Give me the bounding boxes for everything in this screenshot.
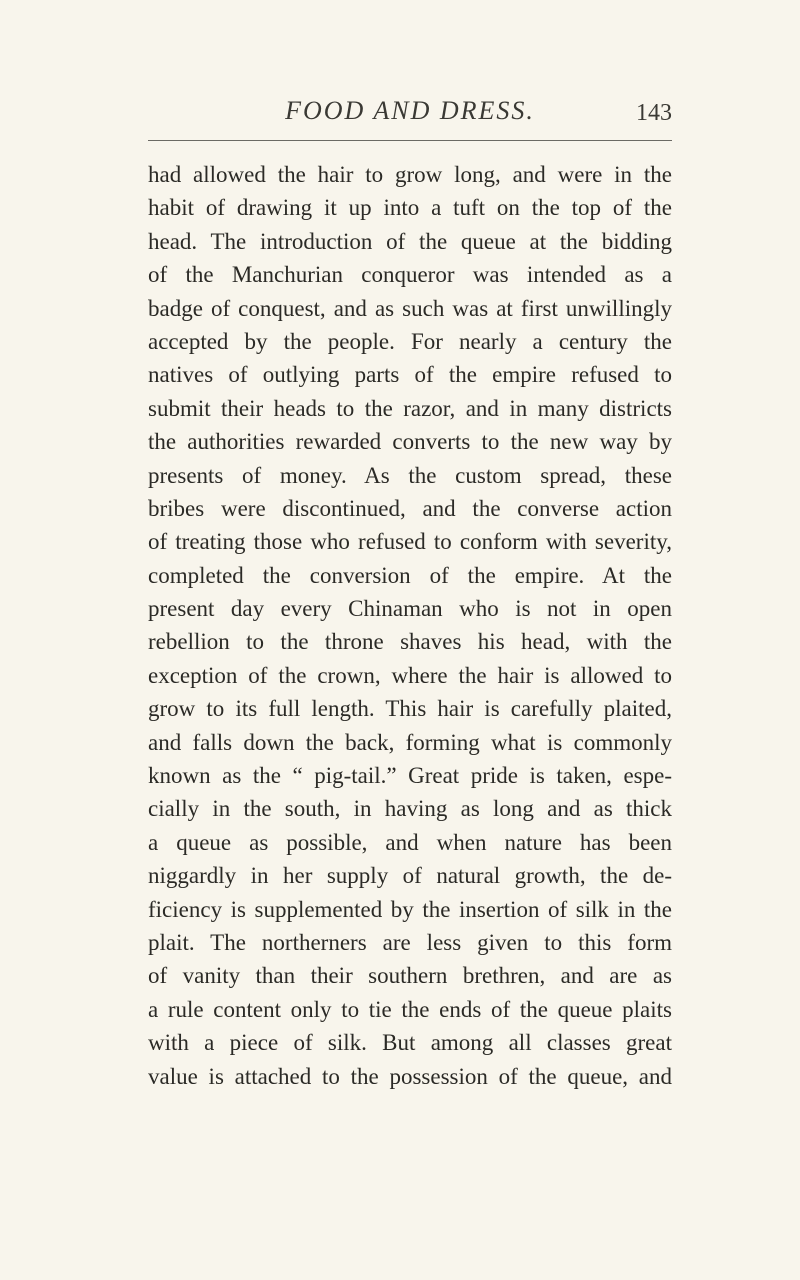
header-rule [148,140,672,141]
text-line: and falls down the back, forming what is commonly [148,729,672,755]
text-line: rebellion to the throne shaves his head, with the [148,629,672,655]
text-line: completed the conversion of the empire. At the [148,562,672,588]
text-line: with a piece of silk. But among all classes great [148,1030,672,1056]
text-line: had allowed the hair to grow long, and were in the [148,162,672,187]
running-title: FOOD AND DRESS. [285,96,535,125]
text-line: natives of outlying parts of the empire refused to [148,362,672,388]
text-line: plait. The northerners are less given to this form [148,929,672,955]
text-line: the authorities rewarded converts to the new way by [148,429,672,455]
text-line: accepted by the people. For nearly a century the [148,328,672,354]
page-number: 143 [636,100,672,126]
running-head [150,96,670,140]
text-line: a queue as possible, and when nature has been [148,829,672,855]
text-line: a rule content only to tie the ends of the queue plaits [148,996,672,1022]
body-text [148,158,672,1093]
text-line: ficiency is supplemented by the insertion of silk in the [148,896,672,922]
text-line: of treating those who refused to conform with severity, [148,529,672,555]
text-line: bribes were discontinued, and the converse action [148,495,672,521]
text-line: value is attached to the possession of the queue, and [148,1063,672,1089]
text-line: presents of money. As the custom spread, these [148,462,672,488]
text-line: submit their heads to the razor, and in many districts [148,395,672,421]
text-line: present day every Chinaman who is not in open [148,596,672,622]
text-line: grow to its full length. This hair is carefully plaited, [148,696,672,722]
text-line: of vanity than their southern brethren, and are as [148,963,672,989]
text-line: exception of the crown, where the hair is allowed to [148,662,672,688]
text-line: niggardly in her supply of natural growth, the de- [148,863,672,889]
text-line: habit of drawing it up into a tuft on the top of the [148,195,672,221]
text-line: cially in the south, in having as long and as thick [148,796,672,822]
text-line: of the Manchurian conqueror was intended as a [148,262,672,288]
text-line: head. The introduction of the queue at the bidding [148,228,672,254]
text-line: badge of conquest, and as such was at first unwillingly [148,295,672,321]
text-line: known as the “ pig-tail.” Great pride is taken, espe- [148,763,672,789]
